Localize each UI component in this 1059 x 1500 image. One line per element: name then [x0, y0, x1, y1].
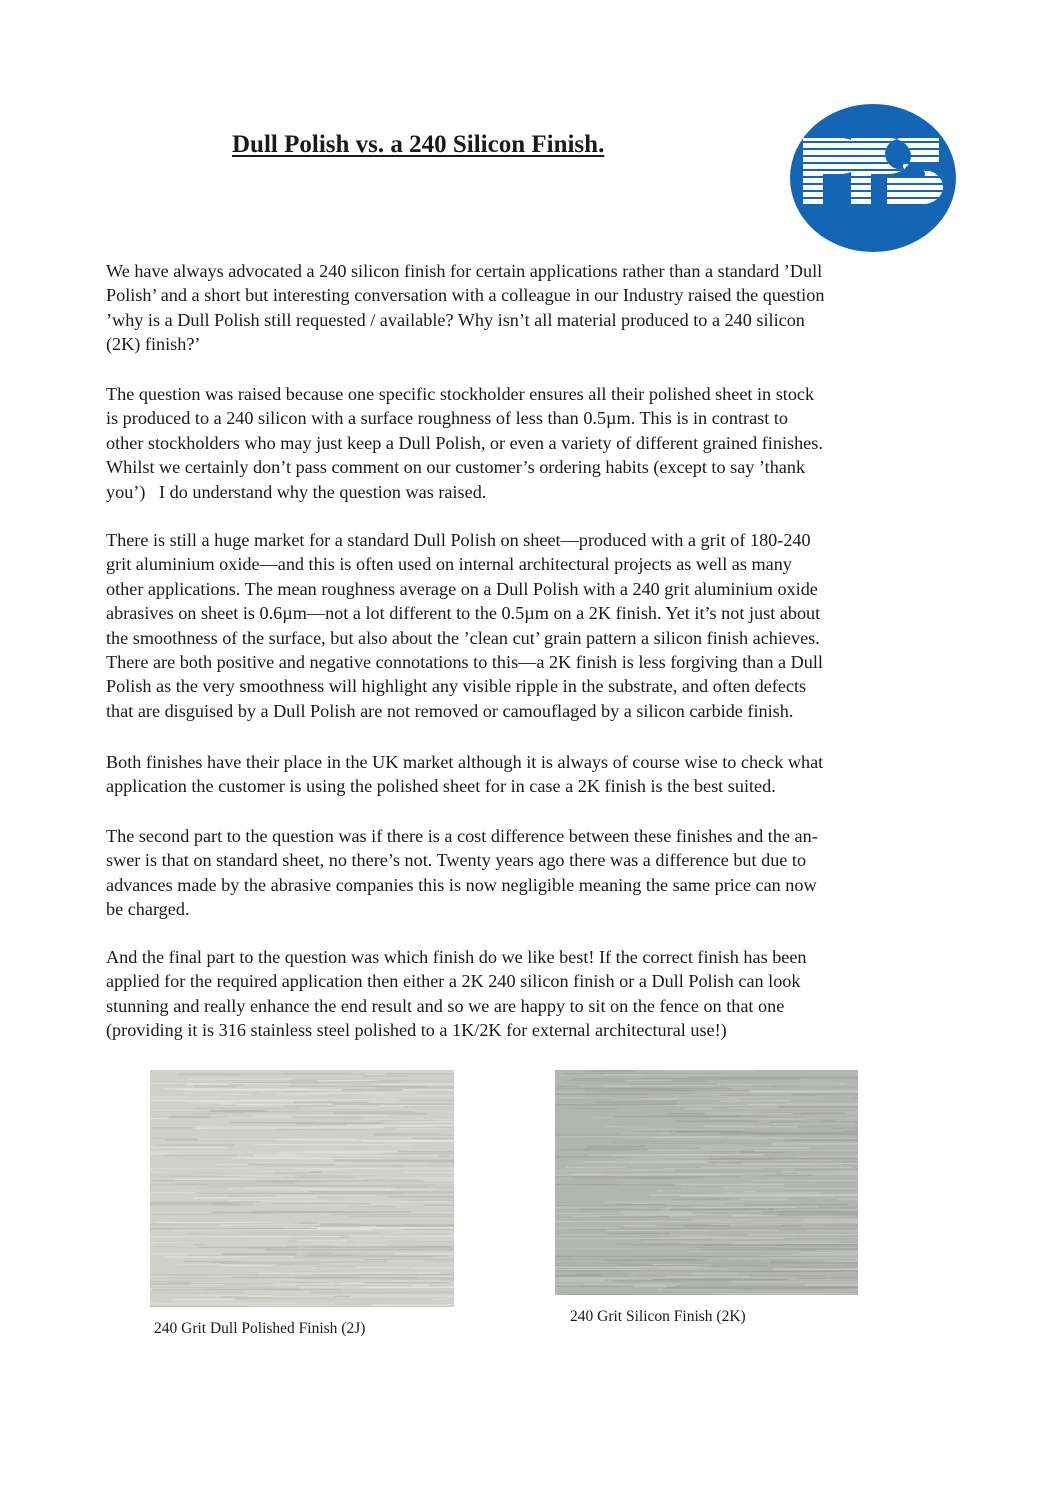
brush-streak: [210, 1262, 387, 1263]
paragraph: [106, 750, 954, 799]
paragraph: [106, 945, 954, 1043]
brush-streak: [185, 1094, 253, 1095]
brush-streak: [150, 1168, 308, 1169]
brush-streak: [346, 1125, 454, 1126]
brush-streak: [375, 1088, 454, 1089]
brush-streak: [635, 1275, 826, 1276]
silicon-finish-caption: 240 Grit Silicon Finish (2K): [570, 1308, 746, 1325]
text-line: Polish as the very smoothness will highlight any visible ripple in the substrate, and often defects: [106, 676, 807, 697]
brush-streak: [569, 1108, 685, 1109]
brush-streak: [345, 1225, 454, 1226]
text-line: The question was raised because one specific stockholder ensures all their polished sheet in stock: [106, 384, 815, 404]
brush-streak: [349, 1206, 395, 1207]
paragraph: [106, 528, 954, 723]
text-line: grit aluminium oxide—and this is often used on internal architectural projects as well as many: [106, 554, 792, 575]
text-line: There is still a huge market for a standard Dull Polish on sheet—produced with a grit of 180-240: [106, 530, 811, 550]
logo-stripe: [789, 155, 957, 157]
brush-streak: [213, 1074, 349, 1075]
text-line: abrasives on sheet is 0.6µm—not a lot different to the 0.5µm on a 2K finish. Yet it’s not just about: [106, 603, 821, 624]
text-line: Polish’ and a short but interesting conversation with a colleague in our Industry raised the question: [106, 285, 825, 306]
brush-streak: [373, 1135, 454, 1136]
brush-streak: [150, 1110, 210, 1111]
text-line: swer is that on standard sheet, no there’s not. Twenty years ago there was a difference but due to: [106, 850, 807, 871]
brush-streak: [265, 1249, 454, 1250]
brush-streak: [555, 1150, 626, 1151]
brush-streak: [661, 1237, 718, 1238]
brush-streak: [150, 1253, 222, 1254]
paragraph: [106, 259, 954, 357]
brush-streak: [745, 1129, 843, 1130]
brush-streak: [390, 1232, 454, 1233]
brush-streak: [297, 1124, 454, 1125]
brush-streak: [384, 1127, 454, 1128]
text-line: that are disguised by a Dull Polish are not removed or camouflaged by a silicon carbide finish.: [106, 700, 794, 721]
brush-streak: [263, 1166, 454, 1167]
brush-streak: [793, 1140, 858, 1141]
text-line: ’why is a Dull Polish still requested / available? Why isn’t all material produced to a 240 silicon: [106, 309, 805, 330]
text-line: There are both positive and negative connotations to this—a 2K finish is less forgiving than a Dull: [106, 652, 823, 673]
text-line: the smoothness of the surface, but also about the ’clean cut’ grain pattern a silicon finish achieves.: [106, 627, 820, 648]
text-line: advances made by the abrasive companies this is now negligible meaning the same price can now: [106, 874, 817, 895]
text-line: you’) I do understand why the question was raised.: [106, 481, 487, 502]
brush-streak: [194, 1128, 318, 1129]
text-line: is produced to a 240 silicon with a surface roughness of less than 0.5µm. This is in contrast to: [106, 408, 788, 429]
brush-streak: [233, 1082, 400, 1083]
brush-streak: [728, 1138, 856, 1139]
text-line: (2K) finish?’: [106, 334, 201, 355]
brush-streak: [578, 1086, 752, 1087]
text-line: be charged.: [106, 899, 190, 920]
text-line: application the customer is using the polished sheet for in case a 2K finish is the best suited.: [106, 776, 776, 797]
brush-streak: [669, 1209, 774, 1210]
brush-streak: [703, 1126, 798, 1127]
text-line: Whilst we certainly don’t pass comment on our customer’s ordering habits (except to say ’thank: [106, 457, 806, 478]
brush-streak: [292, 1117, 363, 1118]
brush-streak: [770, 1262, 858, 1263]
brush-streak: [150, 1246, 283, 1247]
text-line: other applications. The mean roughness average on a Dull Polish with a 240 grit aluminium oxide: [106, 578, 818, 599]
logo-stripe: [789, 141, 957, 143]
brush-streak: [613, 1244, 730, 1245]
paragraph: [106, 382, 954, 504]
document-title: Dull Polish vs. a 240 Silicon Finish.: [232, 131, 605, 158]
brush-streak: [752, 1091, 858, 1092]
brush-streak: [277, 1129, 397, 1130]
text-line: other stockholders who may just keep a Dull Polish, or even a variety of different grained finishes.: [106, 432, 823, 453]
brush-streak: [363, 1076, 409, 1077]
text-line: Both finishes have their place in the UK market although it is always of course wise to check what: [106, 752, 824, 772]
brush-streak: [297, 1240, 348, 1241]
brush-streak: [385, 1141, 454, 1142]
brush-streak: [387, 1197, 454, 1198]
silicon-finish-sample-image: [555, 1070, 858, 1295]
logo-stripe: [789, 148, 957, 150]
dull-polish-caption: 240 Grit Dull Polished Finish (2J): [154, 1320, 366, 1337]
text-line: applied for the required application then either a 2K 240 silicon finish or a Dull Polish can look: [106, 971, 801, 992]
brush-streak: [293, 1278, 454, 1279]
text-line: And the final part to the question was which finish do we like best! If the correct finish has been: [106, 947, 807, 967]
text-line: We have always advocated a 240 silicon finish for certain applications rather than a standard ’Dull: [106, 261, 823, 281]
text-line: (providing it is 316 stainless steel polished to a 1K/2K for external architectural use!): [106, 1020, 727, 1041]
paragraph: [106, 824, 954, 922]
brush-streak: [194, 1197, 317, 1198]
brush-streak: [365, 1072, 454, 1073]
pps-logo: [789, 103, 957, 253]
brush-streak: [574, 1216, 696, 1217]
text-line: stunning and really enhance the end result and so we are happy to sit on the fence on that one: [106, 995, 785, 1016]
dull-polish-sample-image: [150, 1070, 454, 1307]
text-line: The second part to the question was if there is a cost difference between these finishes and the an-: [106, 826, 818, 846]
